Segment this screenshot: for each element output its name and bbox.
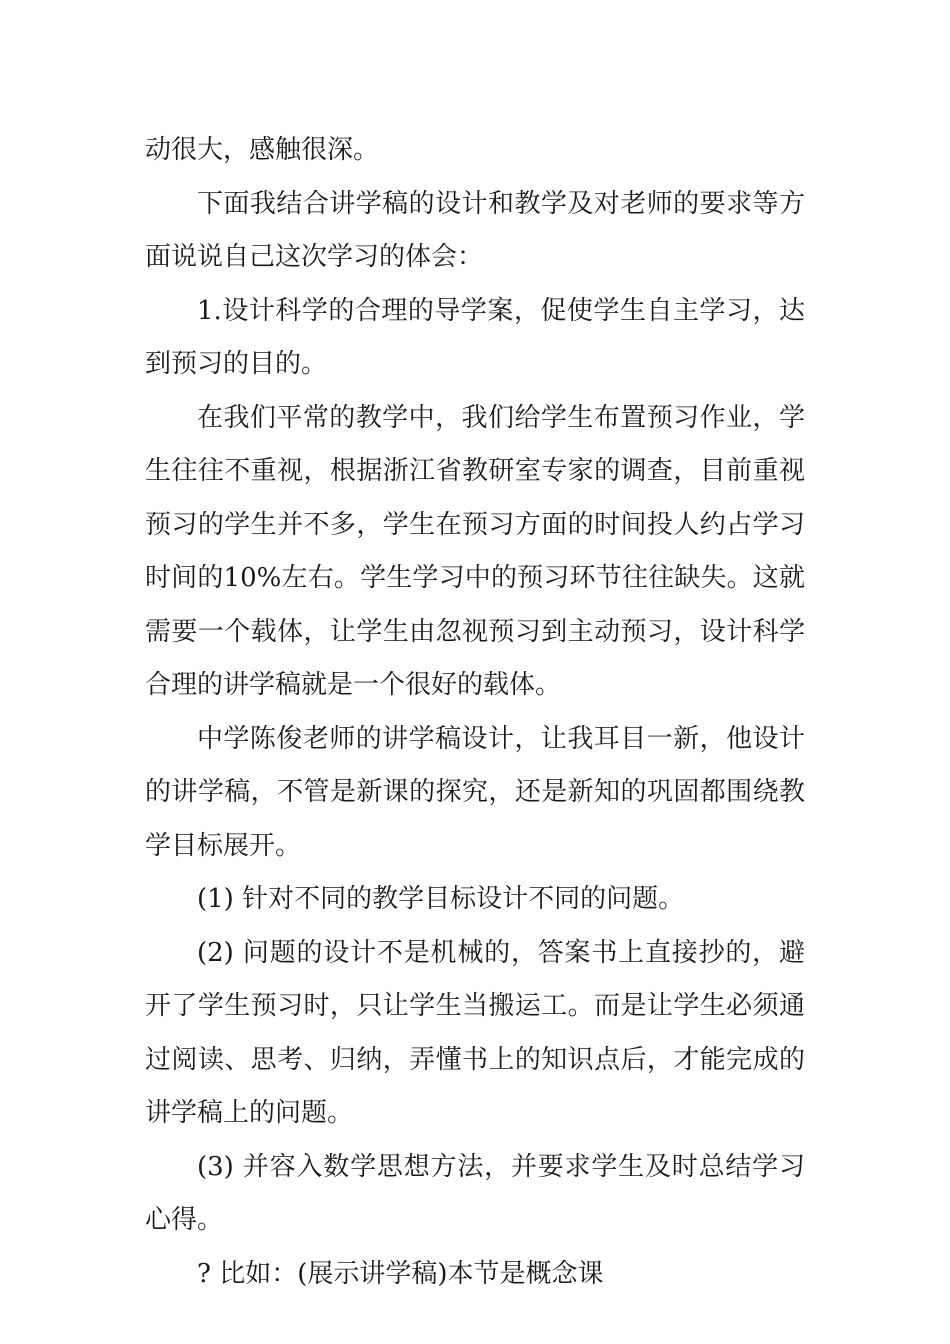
paragraph-item-1: (1) 针对不同的教学目标设计不同的问题。 xyxy=(197,884,685,914)
paragraph-continued: 动很大，感触很深。 xyxy=(145,135,380,165)
document-page xyxy=(145,124,805,1301)
paragraph-preview-problem: 在我们平常的教学中，我们给学生布置预习作业，学生往往不重视，根据浙江省教研室专家的调查，目前重视预习的学生并不多，学生在预习方面的时间投人约占学习时间的10%左右。学生学习中的预习环节往往缺失。这就需要一个载体，让学生由忽视预习到主动预习，设计科学合理的讲学稿就是一个很好的载体。 xyxy=(145,402,805,700)
paragraph-intro: 下面我结合讲学稿的设计和教学及对老师的要求等方面说说自己这次学习的体会： xyxy=(145,188,805,272)
paragraph-teacher-example: 中学陈俊老师的讲学稿设计，让我耳目一新，他设计的讲学稿，不管是新课的探究，还是新知的巩固都围绕教学目标展开。 xyxy=(145,723,805,861)
paragraph-item-3: (3) 并容入数学思想方法，并要求学生及时总结学习心得。 xyxy=(145,1151,805,1235)
paragraph-example: ? 比如：(展示讲学稿)本节是概念课 xyxy=(197,1258,604,1289)
paragraph-item-2: (2) 问题的设计不是机械的，答案书上直接抄的，避开了学生预习时，只让学生当搬运工。而是让学生必须通过阅读、思考、归纳，弄懂书上的知识点后，才能完成的讲学稿上的问题。 xyxy=(145,937,805,1128)
paragraph-point-1: 1.设计科学的合理的导学案，促使学生自主学习，达到预习的目的。 xyxy=(145,295,805,379)
